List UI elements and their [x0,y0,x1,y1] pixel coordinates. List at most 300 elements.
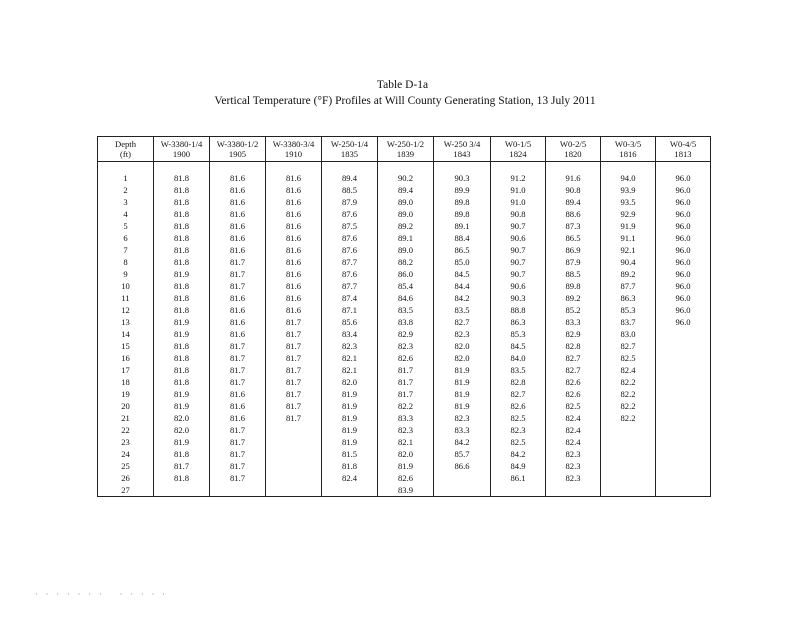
temperature-cell: 81.9 [154,400,210,412]
depth-cell: 22 [98,424,154,436]
temperature-cell: 89.8 [546,280,601,292]
header-station-3 [322,137,378,162]
temperature-cell: 91.2 [491,172,546,184]
temperature-cell: 82.6 [546,388,601,400]
temperature-cell: 87.6 [322,244,378,256]
temperature-cell: 81.6 [210,232,266,244]
header-station-name: W-3380-3/4 [272,139,315,149]
temperature-cell: 81.8 [154,292,210,304]
table-row [98,364,711,376]
table-body [98,162,711,497]
temperature-cell: 81.8 [154,220,210,232]
temperature-cell: 87.6 [322,232,378,244]
temperature-cell: 89.8 [434,196,491,208]
temperature-cell: 82.4 [322,472,378,484]
temperature-cell [601,448,656,460]
temperature-cell [266,436,322,448]
table-row [98,220,711,232]
temperature-cell: 86.3 [491,316,546,328]
temperature-cell [656,364,711,376]
temperature-cell: 81.6 [210,184,266,196]
temperature-cell: 84.2 [434,436,491,448]
temperature-cell: 88.5 [322,184,378,196]
temperature-cell: 81.6 [266,244,322,256]
temperature-cell: 91.0 [491,184,546,196]
temperature-cell: 81.7 [378,364,434,376]
temperature-cell: 81.8 [154,364,210,376]
temperature-cell: 89.0 [378,208,434,220]
depth-cell: 20 [98,400,154,412]
temperature-cell: 81.7 [266,400,322,412]
temperature-cell: 82.9 [378,328,434,340]
temperature-cell: 82.3 [434,412,491,424]
temperature-cell: 88.5 [546,268,601,280]
temperature-cell: 96.0 [656,172,711,184]
temperature-cell: 85.6 [322,316,378,328]
temperature-cell: 87.5 [322,220,378,232]
temperature-cell: 81.7 [210,472,266,484]
temperature-cell: 81.6 [266,196,322,208]
temperature-cell [434,472,491,484]
temperature-cell: 96.0 [656,268,711,280]
temperature-cell: 81.7 [210,280,266,292]
table-row [98,244,711,256]
header-depth-label: Depth [114,139,136,149]
temperature-cell: 90.7 [491,268,546,280]
temperature-cell: 81.9 [434,364,491,376]
temperature-cell: 82.5 [491,436,546,448]
temperature-cell: 81.6 [210,304,266,316]
temperature-cell: 81.7 [210,448,266,460]
table-row [98,388,711,400]
temperature-cell: 85.7 [434,448,491,460]
temperature-cell: 82.8 [546,340,601,352]
depth-cell: 15 [98,340,154,352]
table-row [98,208,711,220]
temperature-cell: 87.4 [322,292,378,304]
temperature-cell: 90.6 [491,280,546,292]
header-station-time: 1910 [284,149,303,159]
temperature-cell: 81.8 [154,232,210,244]
temperature-cell: 87.3 [546,220,601,232]
table-header-row [98,137,711,162]
temperature-cell: 81.8 [154,208,210,220]
header-station-time: 1835 [340,149,359,159]
temperature-cell: 81.7 [266,352,322,364]
table-row [98,340,711,352]
table-row [98,412,711,424]
temperature-cell: 81.8 [154,304,210,316]
depth-cell: 8 [98,256,154,268]
temperature-cell: 81.8 [154,340,210,352]
table-row [98,256,711,268]
temperature-cell [656,436,711,448]
temperature-cell: 87.9 [322,196,378,208]
temperature-cell: 81.6 [266,184,322,196]
depth-cell: 3 [98,196,154,208]
header-station-4 [378,137,434,162]
temperature-cell: 81.7 [266,340,322,352]
temperature-cell: 82.2 [378,400,434,412]
temperature-cell: 86.6 [434,460,491,472]
temperature-cell: 81.9 [322,400,378,412]
temperature-cell: 90.2 [378,172,434,184]
temperature-cell: 81.9 [322,424,378,436]
temperature-cell [656,352,711,364]
temperature-cell: 82.3 [546,472,601,484]
temperature-cell: 89.2 [378,220,434,232]
table-row [98,472,711,484]
table-row [98,184,711,196]
temperature-cell: 82.4 [546,412,601,424]
temperature-cell: 81.6 [210,244,266,256]
temperature-cell: 82.6 [378,352,434,364]
temperature-cell: 84.9 [491,460,546,472]
temperature-cell [154,484,210,497]
temperature-cell: 85.0 [434,256,491,268]
temperature-cell: 81.9 [154,436,210,448]
temperature-cell: 90.6 [491,232,546,244]
temperature-cell: 82.7 [601,340,656,352]
table-row [98,268,711,280]
temperature-cell [656,340,711,352]
table-row [98,448,711,460]
temperature-cell: 86.3 [601,292,656,304]
temperature-cell: 83.4 [322,328,378,340]
temperature-cell: 81.8 [154,280,210,292]
depth-cell: 9 [98,268,154,280]
temperature-cell: 82.2 [601,388,656,400]
temperature-cell: 96.0 [656,232,711,244]
temperature-cell: 89.4 [378,184,434,196]
scan-speckle: · · · · · · · · · · · · [35,590,168,599]
temperature-cell: 82.3 [322,340,378,352]
temperature-cell: 96.0 [656,316,711,328]
header-station-8 [601,137,656,162]
temperature-cell: 81.6 [266,304,322,316]
temperature-cell: 81.8 [154,352,210,364]
depth-cell: 13 [98,316,154,328]
depth-cell: 27 [98,484,154,497]
depth-cell: 25 [98,460,154,472]
temperature-cell: 81.9 [322,412,378,424]
temperature-cell: 83.3 [378,412,434,424]
table-title-block [0,78,800,108]
temperature-cell: 81.9 [434,388,491,400]
header-depth-unit: (ft) [120,149,131,159]
depth-cell: 19 [98,388,154,400]
temperature-cell [601,460,656,472]
table-row [98,304,711,316]
temperature-cell: 82.7 [434,316,491,328]
temperature-cell: 89.9 [434,184,491,196]
temperature-cell: 89.2 [601,268,656,280]
temperature-cell: 81.6 [266,256,322,268]
temperature-cell: 81.6 [266,220,322,232]
temperature-cell: 81.6 [266,232,322,244]
header-station-name: W0-2/5 [559,139,587,149]
table-row [98,352,711,364]
temperature-cell: 82.7 [491,388,546,400]
depth-cell: 10 [98,280,154,292]
temperature-cell: 89.1 [378,232,434,244]
temperature-cell: 81.7 [210,268,266,280]
temperature-cell: 87.7 [322,256,378,268]
temperature-cell: 82.4 [546,436,601,448]
temperature-cell: 83.3 [434,424,491,436]
temperature-cell: 81.6 [210,196,266,208]
temperature-cell: 89.4 [322,172,378,184]
temperature-cell: 82.5 [546,400,601,412]
temperature-cell: 82.1 [378,436,434,448]
temperature-cell: 81.7 [266,376,322,388]
temperature-cell: 92.1 [601,244,656,256]
temperature-cell: 90.7 [491,220,546,232]
depth-cell: 17 [98,364,154,376]
table-row [98,400,711,412]
temperature-cell: 91.6 [546,172,601,184]
temperature-cell: 87.7 [322,280,378,292]
temperature-cell: 81.7 [266,316,322,328]
temperature-cell: 81.8 [154,196,210,208]
temperature-cell: 89.4 [546,196,601,208]
temperature-cell: 81.6 [210,208,266,220]
temperature-cell: 83.5 [491,364,546,376]
temperature-cell: 81.7 [266,388,322,400]
temperature-cell: 82.9 [546,328,601,340]
temperature-cell: 81.7 [210,340,266,352]
depth-cell: 14 [98,328,154,340]
temperature-cell: 82.0 [434,352,491,364]
temperature-cell [210,484,266,497]
temperature-cell: 81.9 [154,388,210,400]
temperature-cell: 81.6 [210,328,266,340]
temperature-cell: 88.6 [546,208,601,220]
table-row [98,328,711,340]
header-station-2 [266,137,322,162]
depth-cell: 6 [98,232,154,244]
header-station-7 [546,137,601,162]
temperature-cell: 85.3 [491,328,546,340]
temperature-cell: 89.0 [378,244,434,256]
temperature-table [97,136,711,497]
temperature-cell: 90.8 [491,208,546,220]
table-row [98,424,711,436]
depth-cell: 18 [98,376,154,388]
temperature-cell: 96.0 [656,304,711,316]
temperature-cell: 85.4 [378,280,434,292]
temperature-cell: 90.7 [491,256,546,268]
header-station-0 [154,137,210,162]
temperature-cell: 81.6 [210,292,266,304]
temperature-cell: 86.1 [491,472,546,484]
temperature-cell: 82.3 [378,424,434,436]
temperature-cell: 96.0 [656,292,711,304]
header-station-time: 1843 [453,149,471,159]
header-station-time: 1820 [564,149,582,159]
temperature-cell: 90.7 [491,244,546,256]
table-row [98,292,711,304]
temperature-cell: 82.3 [546,460,601,472]
temperature-cell: 82.0 [154,412,210,424]
table-row [98,316,711,328]
temperature-cell [656,472,711,484]
temperature-cell [266,472,322,484]
temperature-cell: 86.0 [378,268,434,280]
temperature-cell: 86.9 [546,244,601,256]
header-station-5 [434,137,491,162]
header-station-time: 1816 [619,149,637,159]
temperature-cell: 82.6 [491,400,546,412]
temperature-cell: 90.8 [546,184,601,196]
temperature-cell: 90.3 [434,172,491,184]
temperature-cell: 82.0 [378,448,434,460]
header-station-time: 1839 [396,149,415,159]
temperature-cell: 82.7 [546,364,601,376]
temperature-cell: 81.7 [210,352,266,364]
temperature-cell: 81.7 [266,364,322,376]
temperature-cell [601,472,656,484]
temperature-cell: 82.4 [546,424,601,436]
temperature-cell: 82.4 [601,364,656,376]
temperature-cell: 81.7 [210,376,266,388]
temperature-cell: 82.5 [491,412,546,424]
temperature-cell [434,484,491,497]
temperature-cell: 96.0 [656,184,711,196]
temperature-cell: 81.9 [434,400,491,412]
header-station-time: 1905 [228,149,247,159]
temperature-cell: 83.5 [434,304,491,316]
temperature-cell: 83.0 [601,328,656,340]
temperature-cell: 84.2 [491,448,546,460]
temperature-cell: 82.2 [601,400,656,412]
temperature-cell: 81.8 [322,460,378,472]
temperature-cell [601,484,656,497]
temperature-cell: 82.1 [322,364,378,376]
temperature-cell: 81.9 [434,376,491,388]
temperature-cell: 96.0 [656,244,711,256]
temperature-cell: 86.5 [434,244,491,256]
temperature-cell [322,484,378,497]
temperature-cell: 94.0 [601,172,656,184]
header-station-6 [491,137,546,162]
temperature-cell: 96.0 [656,208,711,220]
temperature-cell: 93.9 [601,184,656,196]
temperature-cell: 81.7 [378,376,434,388]
temperature-cell: 82.0 [322,376,378,388]
temperature-cell: 84.5 [434,268,491,280]
temperature-cell: 82.6 [378,472,434,484]
temperature-cell: 81.6 [266,172,322,184]
temperature-cell [601,424,656,436]
temperature-cell: 81.5 [322,448,378,460]
temperature-cell: 83.3 [546,316,601,328]
temperature-cell: 81.6 [210,172,266,184]
temperature-cell: 81.7 [210,256,266,268]
temperature-cell: 96.0 [656,220,711,232]
temperature-cell: 87.6 [322,268,378,280]
temperature-cell [546,484,601,497]
temperature-cell: 87.6 [322,208,378,220]
temperature-cell [266,448,322,460]
temperature-cell: 81.9 [154,328,210,340]
temperature-cell [656,400,711,412]
header-station-name: W0-3/5 [614,139,642,149]
header-station-name: W-250 3/4 [443,139,481,149]
temperature-cell: 96.0 [656,256,711,268]
depth-cell: 24 [98,448,154,460]
table-spacer-row [98,162,711,173]
temperature-cell: 86.5 [546,232,601,244]
temperature-cell: 81.8 [154,184,210,196]
temperature-cell [491,484,546,497]
temperature-cell: 92.9 [601,208,656,220]
temperature-cell [656,460,711,472]
temperature-cell [656,328,711,340]
header-station-name: W-3380-1/2 [216,139,259,149]
temperature-cell: 81.9 [154,316,210,328]
temperature-cell: 81.9 [154,268,210,280]
temperature-cell: 81.7 [154,460,210,472]
temperature-cell [656,484,711,497]
header-station-name: W0-1/5 [504,139,532,149]
temperature-cell: 84.0 [491,352,546,364]
temperature-cell: 85.2 [546,304,601,316]
temperature-cell: 81.8 [154,244,210,256]
header-station-time: 1900 [172,149,191,159]
header-station-time: 1824 [509,149,527,159]
temperature-cell: 82.3 [378,340,434,352]
depth-cell: 23 [98,436,154,448]
depth-cell: 4 [98,208,154,220]
temperature-cell: 82.0 [434,340,491,352]
temperature-cell: 84.6 [378,292,434,304]
depth-cell: 1 [98,172,154,184]
temperature-cell: 82.8 [491,376,546,388]
depth-cell: 5 [98,220,154,232]
temperature-cell: 89.2 [546,292,601,304]
temperature-cell: 93.5 [601,196,656,208]
temperature-cell: 83.9 [378,484,434,497]
temperature-cell: 83.8 [378,316,434,328]
temperature-cell: 82.3 [546,448,601,460]
table-row [98,460,711,472]
header-depth [98,137,154,162]
temperature-cell: 81.9 [322,388,378,400]
temperature-cell: 81.9 [322,436,378,448]
temperature-cell [266,460,322,472]
temperature-cell: 96.0 [656,196,711,208]
temperature-cell: 91.1 [601,232,656,244]
temperature-cell: 81.8 [154,172,210,184]
temperature-cell: 82.0 [154,424,210,436]
temperature-cell: 81.7 [210,460,266,472]
temperature-cell [656,448,711,460]
temperature-cell: 81.6 [210,388,266,400]
temperature-cell: 81.8 [154,256,210,268]
table-row [98,280,711,292]
header-station-9 [656,137,711,162]
temperature-cell: 82.3 [434,328,491,340]
temperature-cell: 89.8 [434,208,491,220]
header-station-name: W-250-1/2 [386,139,425,149]
temperature-cell: 81.6 [266,268,322,280]
temperature-cell: 84.4 [434,280,491,292]
temperature-cell: 88.4 [434,232,491,244]
temperature-cell: 81.8 [154,472,210,484]
header-station-1 [210,137,266,162]
header-station-time: 1813 [674,149,692,159]
